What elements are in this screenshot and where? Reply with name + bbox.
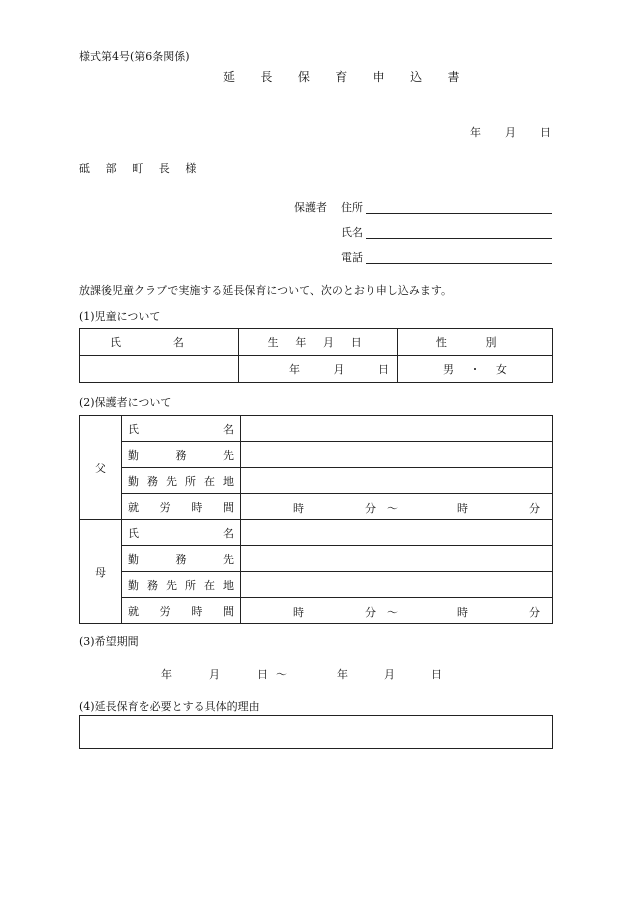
- separator-dot: ・: [469, 363, 481, 376]
- father-name-field[interactable]: [241, 416, 553, 442]
- addressee: 砥 部 町 長 様: [79, 162, 203, 175]
- mother-work-address-field[interactable]: [241, 572, 553, 598]
- period-start-day: 日: [257, 668, 268, 681]
- father-work-address-label: 勤 務 先 所 在 地: [122, 468, 241, 494]
- date-year-label: 年: [470, 126, 481, 139]
- form-number: 様式第4号(第6条関係): [79, 50, 190, 63]
- father-work-field[interactable]: [241, 442, 553, 468]
- mother-work-field[interactable]: [241, 546, 553, 572]
- address-label: 住所: [341, 201, 363, 214]
- period-end-year: 年: [337, 668, 348, 681]
- father-hours-label: 就 労 時 間: [122, 494, 241, 520]
- intro-text: 放課後児童クラブで実施する延長保育について、次のとおり申し込みます。: [79, 284, 453, 297]
- birth-year-label: 年: [289, 363, 300, 376]
- female-option[interactable]: 女: [496, 363, 507, 376]
- mother-work-label: 勤 務 先: [122, 546, 241, 572]
- child-name-field[interactable]: [80, 356, 239, 383]
- period-start-month: 月: [209, 668, 220, 681]
- mother-hours-label: 就 労 時 間: [122, 598, 241, 624]
- father-work-label: 勤 務 先: [122, 442, 241, 468]
- mother-name-label: 氏 名: [122, 520, 241, 546]
- male-option[interactable]: 男: [443, 363, 454, 376]
- child-birth-field[interactable]: [239, 356, 398, 383]
- birth-month-label: 月: [333, 363, 345, 376]
- father-hours-field[interactable]: 時 分 〜 時 分: [241, 494, 553, 520]
- phone-field[interactable]: [366, 249, 552, 264]
- reason-field[interactable]: [79, 715, 553, 749]
- date-month-label: 月: [505, 126, 516, 139]
- period-start-year: 年: [161, 668, 172, 681]
- child-gender-field[interactable]: [398, 356, 553, 383]
- mother-work-address-label: 勤 務 先 所 在 地: [122, 572, 241, 598]
- period-tilde: 〜: [276, 668, 287, 681]
- guardian-label: 保護者: [294, 201, 327, 214]
- period-end-month: 月: [384, 668, 395, 681]
- mother-hours-field[interactable]: 時 分 〜 時 分: [241, 598, 553, 624]
- guardian-table: [79, 415, 553, 624]
- birth-day-label: 日: [378, 363, 389, 376]
- phone-label: 電話: [341, 251, 363, 264]
- section4-heading: (4)延長保育を必要とする具体的理由: [79, 700, 260, 713]
- page-title: 延 長 保 育 申 込 書: [223, 70, 471, 84]
- child-table: [79, 328, 553, 383]
- father-name-label: 氏 名: [122, 416, 241, 442]
- section3-heading: (3)希望期間: [79, 635, 139, 648]
- date-day-label: 日: [540, 126, 551, 139]
- mother-name-field[interactable]: [241, 520, 553, 546]
- section2-heading: (2)保護者について: [79, 396, 172, 409]
- name-label: 氏名: [341, 226, 363, 239]
- section1-heading: (1)児童について: [79, 310, 161, 323]
- father-work-address-field[interactable]: [241, 468, 553, 494]
- child-birth-header: 生 年 月 日: [239, 329, 398, 356]
- address-field[interactable]: [366, 199, 552, 214]
- child-gender-header: 性 別: [398, 329, 553, 356]
- father-label: 父: [80, 416, 122, 520]
- child-name-header: 氏 名: [80, 329, 239, 356]
- period-end-day: 日: [431, 668, 442, 681]
- mother-label: 母: [80, 520, 122, 624]
- name-field[interactable]: [366, 224, 552, 239]
